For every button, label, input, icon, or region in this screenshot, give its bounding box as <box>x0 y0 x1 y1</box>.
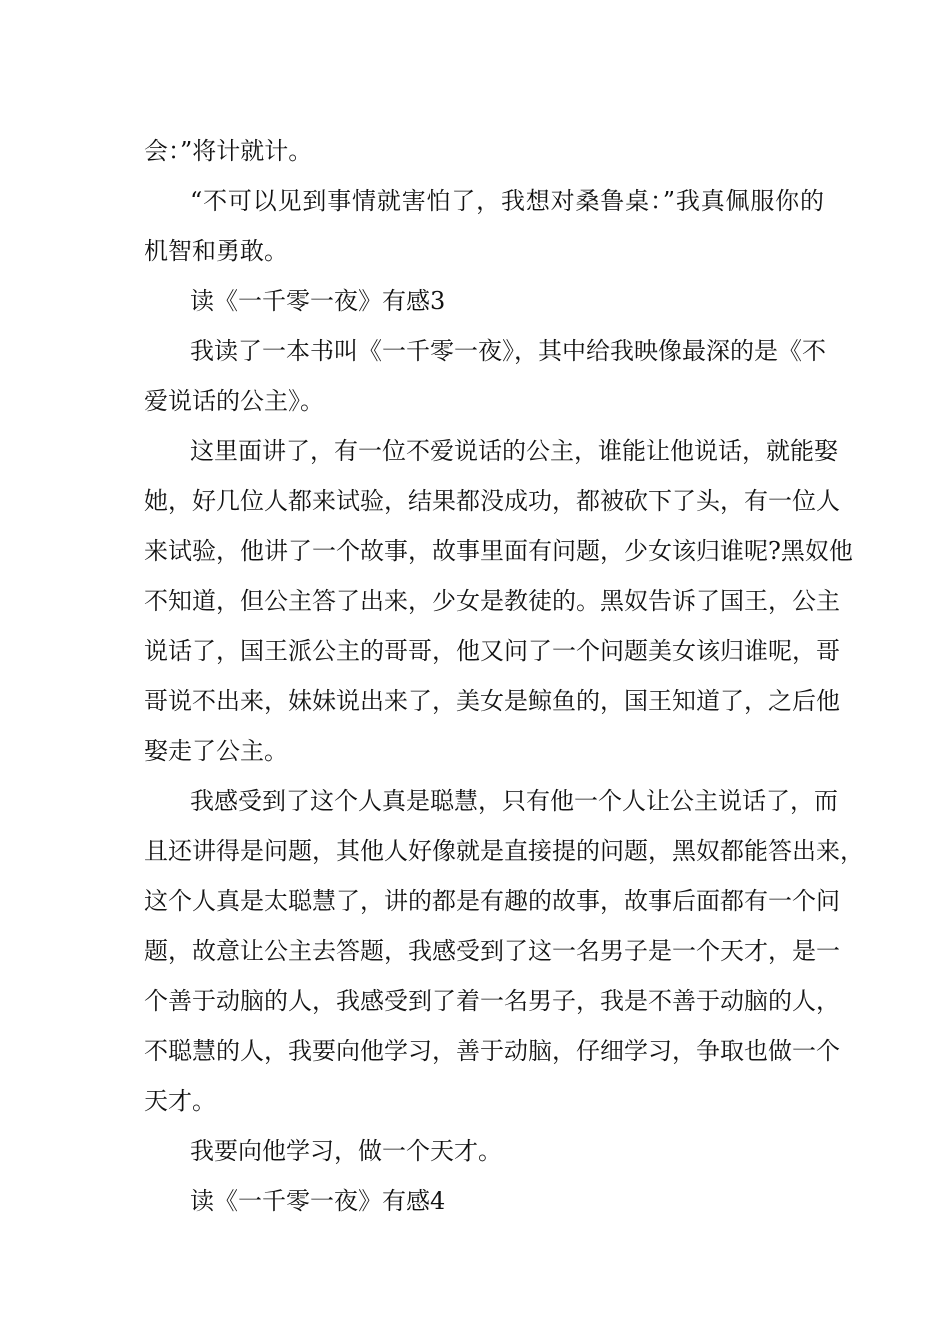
section-heading-4: 读《一千零一夜》有感4 <box>190 1187 446 1215</box>
text-line-16: 这个人真是太聪慧了，讲的都是有趣的故事，故事后面都有一个问 <box>144 887 840 915</box>
text-line-7: 这里面讲了，有一位不爱说话的公主，谁能让他说话，就能娶 <box>190 437 838 465</box>
section-heading-3: 读《一千零一夜》有感3 <box>190 287 446 315</box>
text-line-10: 不知道，但公主答了出来，少女是教徒的。黑奴告诉了国王，公主 <box>144 587 840 615</box>
text-line-19: 不聪慧的人，我要向他学习，善于动脑，仔细学习，争取也做一个 <box>144 1037 840 1065</box>
text-line-12: 哥说不出来，妹妹说出来了，美女是鲸鱼的，国王知道了，之后他 <box>144 687 840 715</box>
text-line-9: 来试验，他讲了一个故事，故事里面有问题，少女该归谁呢?黑奴他 <box>144 537 853 565</box>
text-line-11: 说话了，国王派公主的哥哥，他又问了一个问题美女该归谁呢，哥 <box>144 637 840 665</box>
text-line-2: “不可以见到事情就害怕了，我想对桑鲁桌：”我真佩服你的 <box>190 187 824 215</box>
text-line-20: 天才。 <box>144 1087 216 1115</box>
text-line-3: 机智和勇敢。 <box>144 237 288 265</box>
text-line-1: 会：”将计就计。 <box>144 137 313 165</box>
text-line-13: 娶走了公主。 <box>144 737 288 765</box>
text-line-15: 且还讲得是问题，其他人好像就是直接提的问题，黑奴都能答出来， <box>144 837 864 865</box>
text-line-14: 我感受到了这个人真是聪慧，只有他一个人让公主说话了，而 <box>190 787 838 815</box>
text-line-18: 个善于动脑的人，我感受到了着一名男子，我是不善于动脑的人， <box>144 987 840 1015</box>
text-line-17: 题，故意让公主去答题，我感受到了这一名男子是一个天才，是一 <box>144 937 840 965</box>
text-line-8: 她，好几位人都来试验，结果都没成功，都被砍下了头，有一位人 <box>144 487 840 515</box>
text-line-6: 爱说话的公主》。 <box>144 387 324 415</box>
text-line-21: 我要向他学习，做一个天才。 <box>190 1137 502 1165</box>
text-line-5: 我读了一本书叫《一千零一夜》，其中给我映像最深的是《不 <box>190 337 826 365</box>
